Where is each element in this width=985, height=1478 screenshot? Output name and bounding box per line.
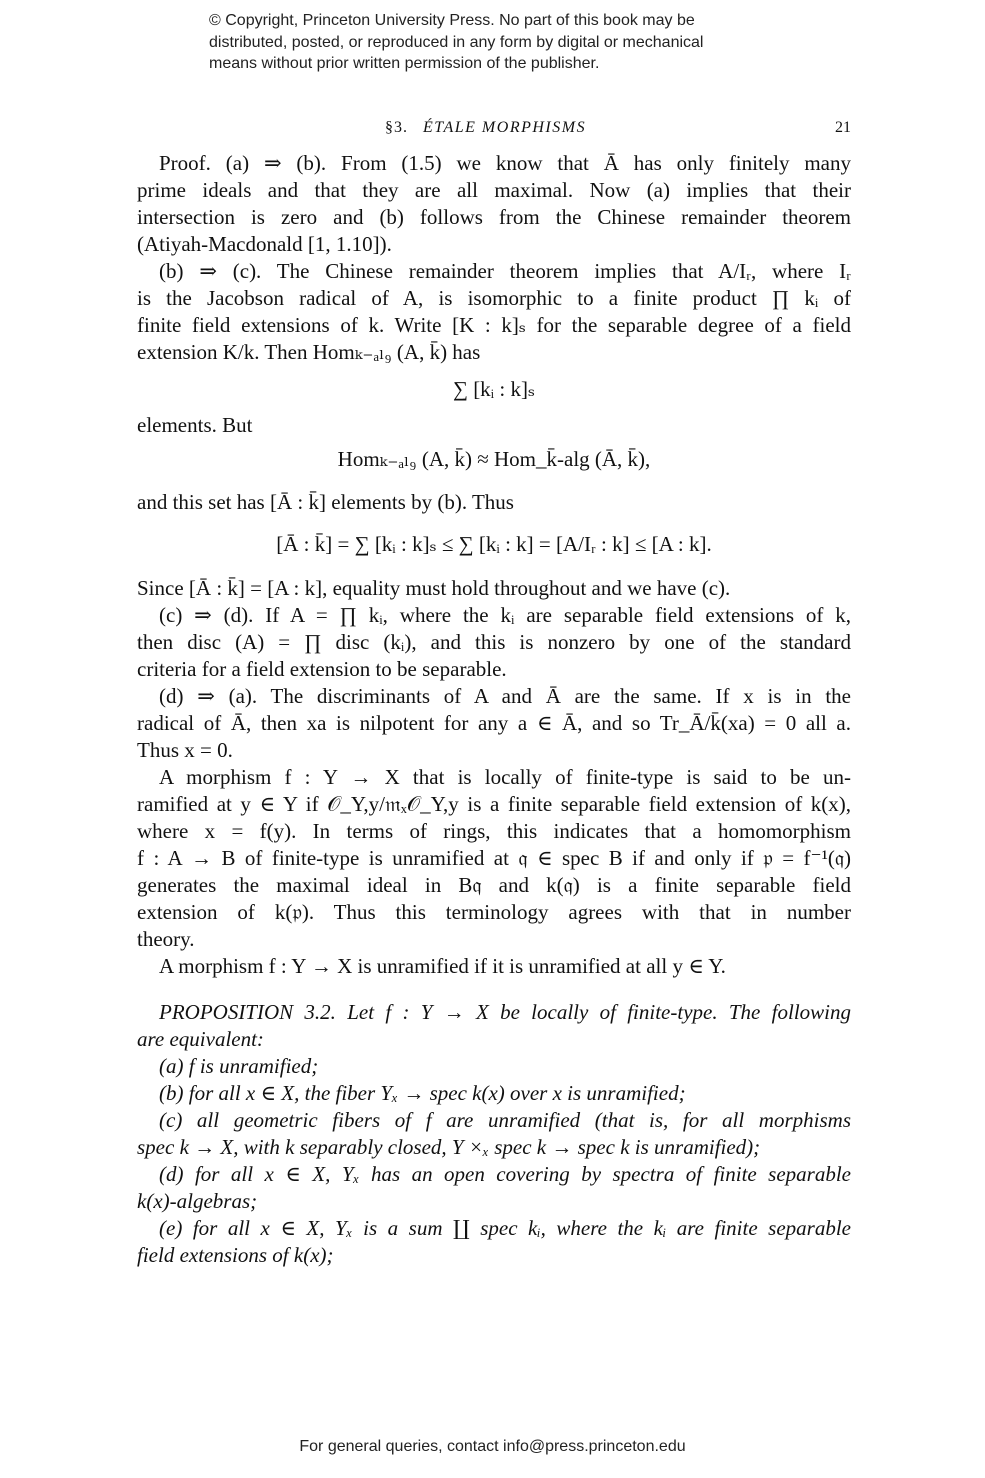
text-line: A morphism f : Y → X that is locally of finite-type is said to be un- <box>159 765 851 789</box>
proposition-line: are equivalent: <box>137 1027 264 1051</box>
text-line: generates the maximal ideal in B𝔮 and k(𝔮) is a finite separable field <box>137 873 851 897</box>
text-line: f : A → B of finite-type is unramified at 𝔮 ∈ spec B if and only if 𝔭 = f⁻¹(𝔮) <box>137 846 851 870</box>
text-line: intersection is zero and (b) follows from the Chinese remainder theorem <box>137 205 851 229</box>
proposition-item: k(x)-algebras; <box>137 1189 258 1213</box>
display-equation: ∑ [kᵢ : k]ₛ <box>452 377 536 401</box>
text-line: (d) ⇒ (a). The discriminants of A and Ā are the same. If x is in the <box>159 684 851 708</box>
proposition-3-2 <box>137 999 851 1269</box>
text-line: theory. <box>137 927 195 951</box>
text-line: (b) ⇒ (c). The Chinese remainder theorem implies that A/Iᵣ, where Iᵣ <box>159 259 851 283</box>
proposition-item: (d) for all x ∈ X, Yₓ has an open covering by spectra of finite separable <box>159 1162 851 1186</box>
text-line: (c) ⇒ (d). If A = ∏ kᵢ, where the kᵢ are separable field extensions of k, <box>159 603 851 627</box>
text-line: Since [Ā : k̄] = [A : k], equality must hold throughout and we have (c). <box>137 576 731 600</box>
proposition-item: (b) for all x ∈ X, the fiber Yₓ → spec k(x) over x is unramified; <box>159 1081 686 1105</box>
text-line: ramified at y ∈ Y if 𝒪_Y,y/𝔪ₓ𝒪_Y,y is a finite separable field extension of k(x), <box>137 792 851 816</box>
proposition-item: (c) all geometric fibers of f are unramified (that is, for all morphisms <box>159 1108 851 1132</box>
section-mark: §3. <box>385 119 408 136</box>
copyright-notice <box>209 10 849 75</box>
text-line: finite field extensions of k. Write [K : k]ₛ for the separable degree of a field <box>137 313 851 337</box>
copyright-line: © Copyright, Princeton University Press. No part of this book may be <box>209 12 695 29</box>
text-line: where x = f(y). In terms of rings, this indicates that a homomorphism <box>137 819 851 843</box>
proposition-item: (e) for all x ∈ X, Yₓ is a sum ∐ spec kᵢ, where the kᵢ are finite separable <box>159 1216 851 1240</box>
text-line: elements. But <box>137 413 253 437</box>
text-line: criteria for a field extension to be separable. <box>137 657 507 681</box>
text-line: Thus x = 0. <box>137 738 233 762</box>
text-line: then disc (A) = ∏ disc (kᵢ), and this is nonzero by one of the standard <box>137 630 851 654</box>
text-line: (Atiyah-Macdonald [1, 1.10]). <box>137 232 392 256</box>
proposition-item: (a) f is unramified; <box>159 1054 319 1078</box>
section-title: ÉTALE MORPHISMS <box>423 119 587 136</box>
footer-contact: For general queries, contact info@press.princeton.edu <box>299 1438 686 1455</box>
text-line: is the Jacobson radical of A, is isomorphic to a finite product ∏ kᵢ of <box>137 286 851 310</box>
text-line: extension K/k. Then Homₖ₋ₐₗ₉ (A, k̄) has <box>137 340 481 364</box>
text-line: Proof. (a) ⇒ (b). From (1.5) we know that Ā has only finitely many <box>159 151 851 175</box>
running-head <box>137 119 851 141</box>
proposition-item: field extensions of k(x); <box>137 1243 334 1267</box>
text-line: radical of Ā, then xa is nilpotent for any a ∈ Ā, and so Tr_Ā/k̄(xa) = 0 all a. <box>137 711 851 735</box>
text-line: extension of k(𝔭). Thus this terminology agrees with that in number <box>137 900 851 924</box>
copyright-line: distributed, posted, or reproduced in any form by digital or mechanical <box>209 33 704 51</box>
running-head-title <box>385 119 586 137</box>
page-number: 21 <box>835 119 851 136</box>
text-line: prime ideals and that they are all maximal. Now (a) implies that their <box>137 178 851 202</box>
text-line: A morphism f : Y → X is unramified if it is unramified at all y ∈ Y. <box>159 954 726 978</box>
display-equation: Homₖ₋ₐₗ₉ (A, k̄) ≈ Hom_k̄-alg (Ā, k̄), <box>337 447 651 471</box>
display-equation: [Ā : k̄] = ∑ [kᵢ : k]ₛ ≤ ∑ [kᵢ : k] = [A/Iᵣ : k] ≤ [A : k]. <box>276 532 712 556</box>
page-body <box>137 150 851 1269</box>
copyright-line: means without prior written permission of the publisher. <box>209 55 600 72</box>
proposition-line: PROPOSITION 3.2. Let f : Y → X be locally of finite-type. The following <box>159 1000 851 1024</box>
text-line: and this set has [Ā : k̄] elements by (b). Thus <box>137 490 514 514</box>
proposition-item: spec k → X, with k separably closed, Y ×ₓ spec k → spec k is unramified); <box>137 1135 761 1159</box>
